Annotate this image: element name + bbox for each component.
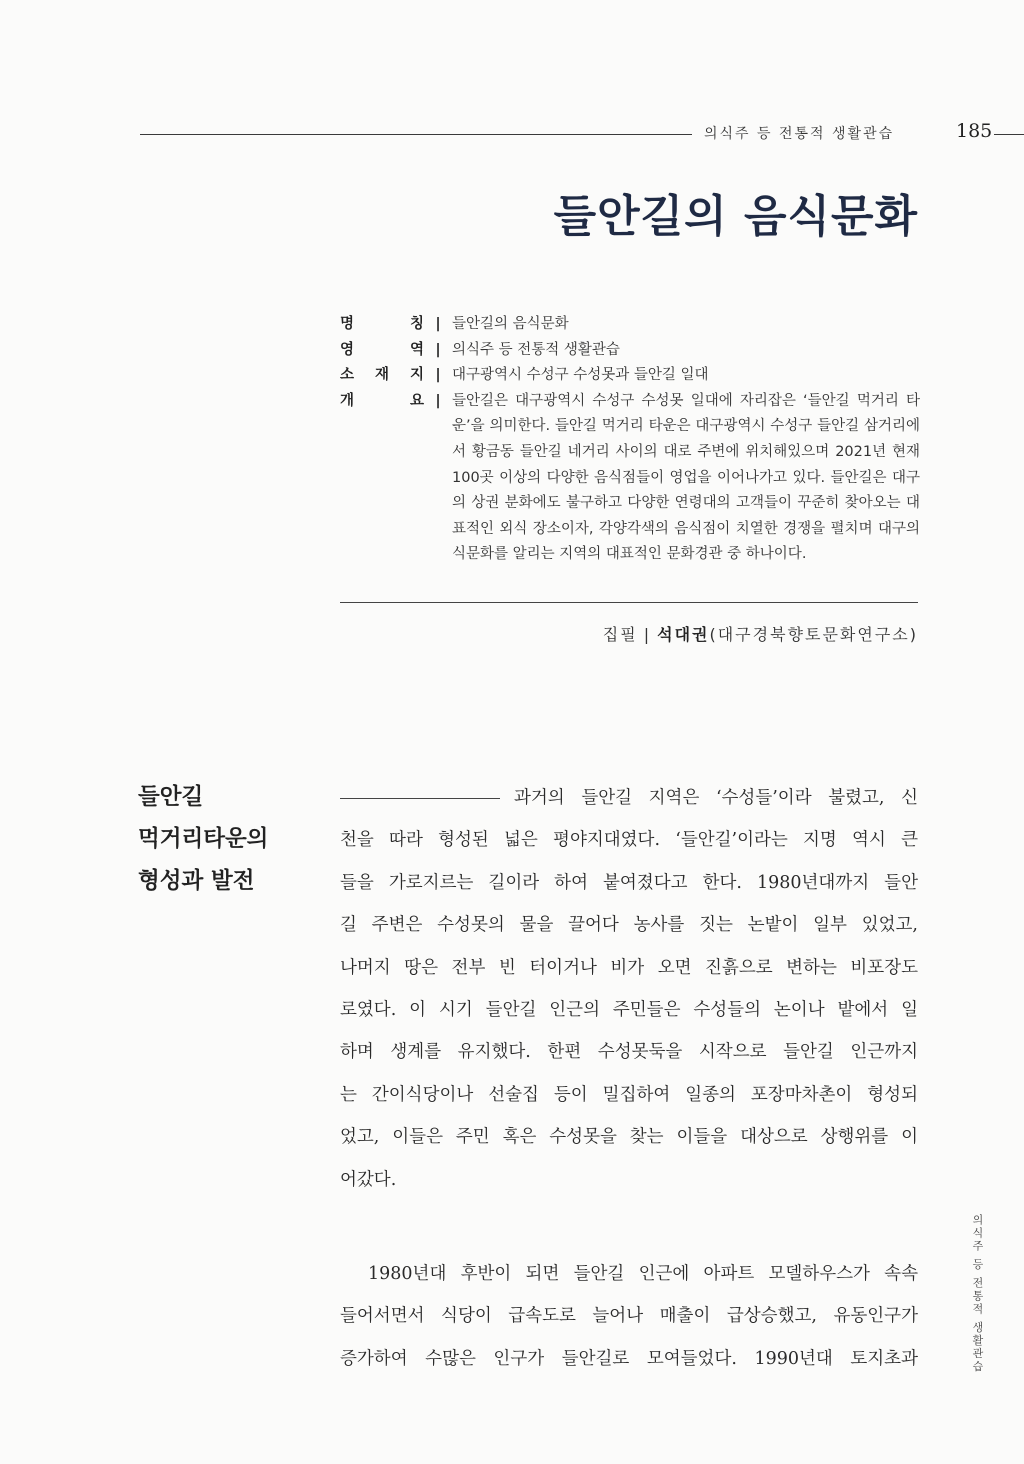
info-row-location xyxy=(340,363,920,389)
body-line: 증가하여 수많은 인구가 들안길로 모여들었다. 1990년대 토지초과 xyxy=(340,1348,918,1369)
info-label: 소 재 지 xyxy=(340,367,424,384)
info-label: 영 역 xyxy=(340,341,424,358)
author-label: 집필 xyxy=(602,625,638,644)
body-line: 과거의 들안길 지역은 ‘수성들’이라 불렸고, 신 xyxy=(340,777,918,819)
lead-rule xyxy=(340,798,500,799)
info-value: 들안길의 음식문화 xyxy=(452,316,569,332)
section-heading: 들안길 먹거리타운의 형성과 발전 xyxy=(138,784,269,894)
info-label: 개 요 xyxy=(340,392,424,409)
body-line: 들을 가로지르는 길이라 하여 붙여졌다고 한다. 1980년대까지 들안 xyxy=(340,872,918,893)
body-line: 들어서면서 식당이 급속도로 늘어나 매출이 급상승했고, 유동인구가 xyxy=(340,1306,918,1327)
page-number: 185 xyxy=(956,120,993,142)
info-separator: | xyxy=(435,316,441,332)
info-label: 명 칭 xyxy=(340,316,424,332)
info-value: 의식주 등 전통적 생활관습 xyxy=(452,341,620,358)
body-line: 길 주변은 수성못의 물을 끌어다 농사를 짓는 논밭이 일부 있었고, xyxy=(340,915,918,936)
header-rule-right xyxy=(994,134,1024,135)
body-line: 어갔다. xyxy=(340,1169,397,1190)
body-line: 천을 따라 형성된 넓은 평야지대였다. ‘들안길’이라는 지명 역시 큰 xyxy=(340,830,918,851)
info-row-domain xyxy=(340,338,920,364)
info-separator: | xyxy=(435,367,441,384)
body-line: 로였다. 이 시기 들안길 인근의 주민들은 수성들의 논이나 밭에서 일 xyxy=(340,999,918,1020)
info-summary-text: 들안길은 대구광역시 수성구 수성못 일대에 자리잡은 ‘들안길 먹거리 타운’을 의미한다. 들안길 먹거리 타운은 대구광역시 수성구 들안길 삼거리에서 황금동 들안길 네거리 사이의 대로 주변에 위치해있으며 2021년 현재 100곳 이상의 다양한 음식점들이 영업을 이어나가고 있다. 들안길은 대구의 상권 분화에도 불구하고 다양한 연령대의 고객들이 꾸준히 찾아오는 대표적인 외식 장소이자, 각양각색의 음식점이 치열한 경쟁을 펼치며 대구의 식문화를 알리는 지역의 대표적인 문화경관 중 하나이다. xyxy=(452,392,920,563)
info-table xyxy=(340,312,920,568)
info-separator: | xyxy=(435,341,441,358)
author-credit xyxy=(603,622,918,645)
running-header-section: 의식주 등 전통적 생활관습 xyxy=(704,126,895,142)
body-paragraph-1 xyxy=(340,777,918,1201)
author-name: 석대권 xyxy=(657,625,710,644)
info-row-name xyxy=(340,312,920,338)
author-separator: | xyxy=(643,625,652,644)
body-line: 나머지 땅은 전부 빈 터이거나 비가 오면 진흙으로 변하는 비포장도 xyxy=(340,957,918,978)
info-value: 대구광역시 수성구 수성못과 들안길 일대 xyxy=(452,367,709,384)
info-row-summary xyxy=(340,389,920,568)
body-line: 었고, 이들은 주민 혹은 수성못을 찾는 이들을 대상으로 상행위를 이 xyxy=(340,1127,918,1148)
body-line: 하며 생계를 유지했다. 한편 수성못둑을 시작으로 들안길 인근까지 xyxy=(340,1042,918,1063)
body-line: 1980년대 후반이 되면 들안길 인근에 아파트 모델하우스가 속속 xyxy=(368,1264,918,1284)
body-paragraph-2 xyxy=(340,1253,918,1380)
side-section-tab: 의식주 등 전통적 생활관습 xyxy=(971,1214,984,1374)
header-rule xyxy=(140,134,692,135)
page-title: 들안길의 음식문화 xyxy=(553,191,918,242)
info-divider xyxy=(340,602,918,603)
author-affiliation: (대구경북향토문화연구소) xyxy=(709,625,918,644)
info-separator: | xyxy=(435,392,441,409)
body-line: 는 간이식당이나 선술집 등이 밀집하여 일종의 포장마차촌이 형성되 xyxy=(340,1084,918,1105)
